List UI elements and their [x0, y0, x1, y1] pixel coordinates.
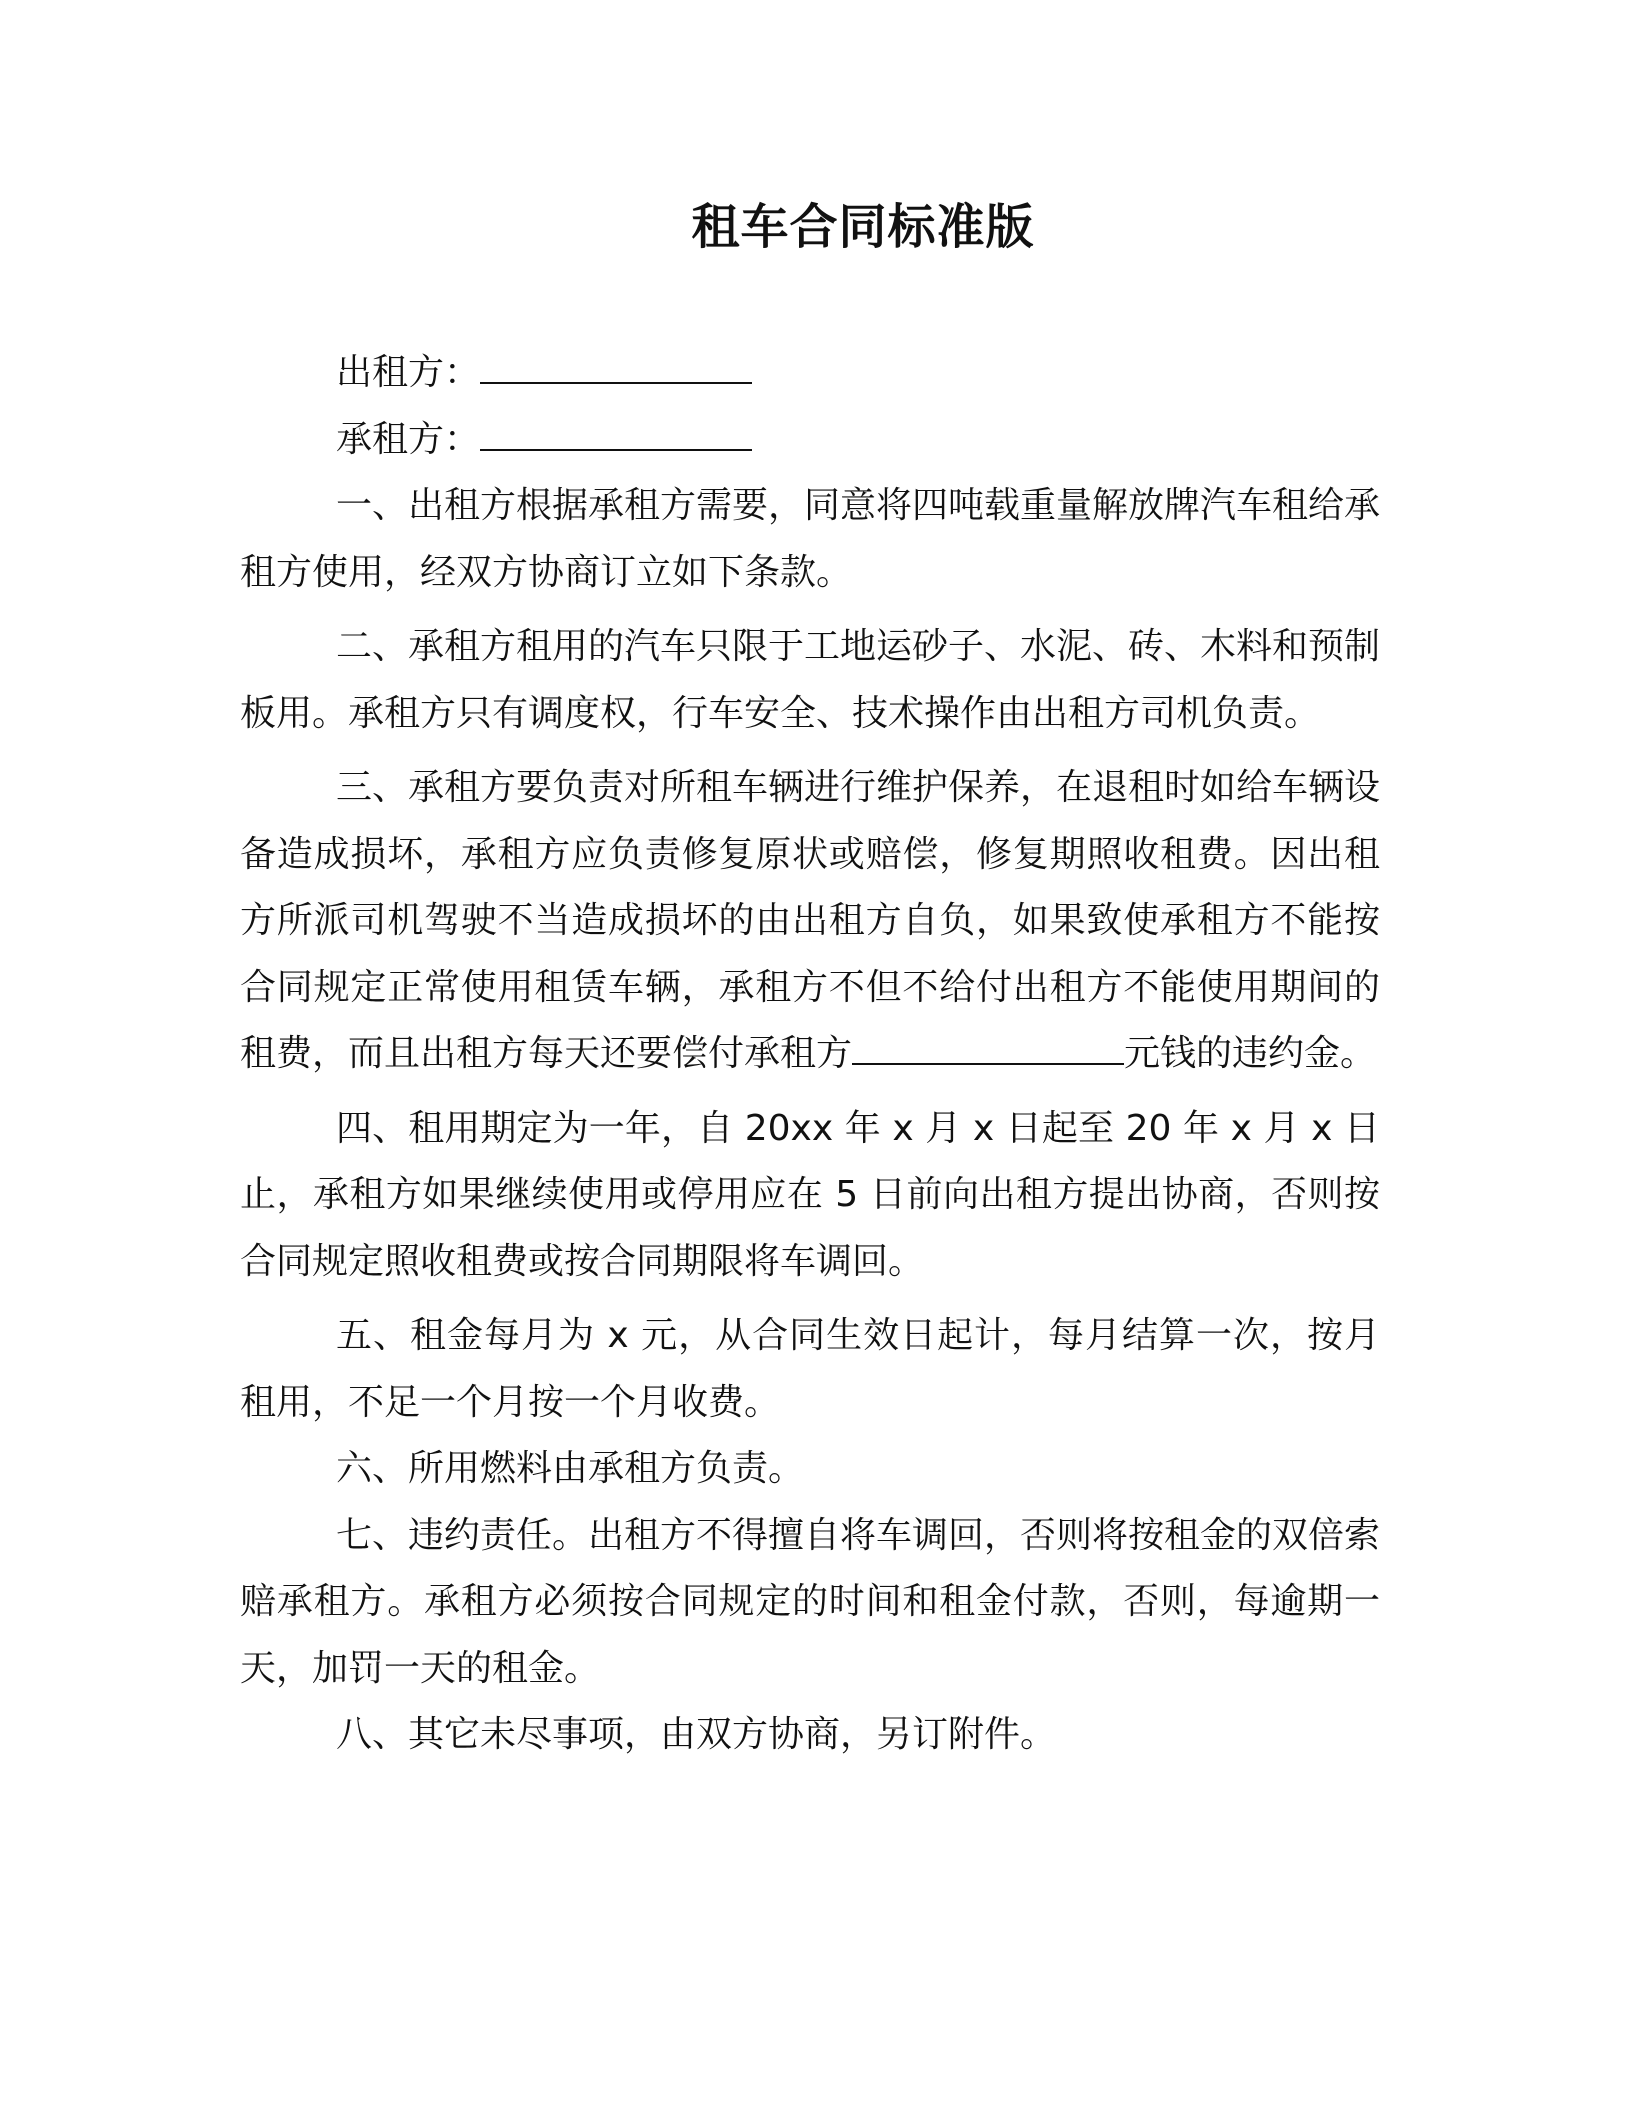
clause-3-tail: 元钱的违约金。	[1124, 1033, 1377, 1074]
lessor-row	[240, 340, 1380, 407]
clause-4: 四、租用期定为一年，自 20xx 年 x 月 x 日起至 20 年 x 月 x 日止，承租方如果继续使用或停用应在 5 日前向出租方提出协商，否则按合同规定照收租费或按合同期限将车调回。	[240, 1107, 1380, 1282]
clause-1: 一、出租方根据承租方需要，同意将四吨载重量解放牌汽车租给承租方使用，经双方协商订立如下条款。	[240, 485, 1381, 593]
clause-3	[240, 755, 1380, 1088]
penalty-amount-blank	[852, 1025, 1124, 1065]
lessor-blank	[480, 344, 752, 384]
lessee-label: 承租方：	[336, 418, 481, 460]
clause-7: 七、违约责任。出租方不得擅自将车调回，否则将按租金的双倍索赔承租方。承租方必须按合同规定的时间和租金付款，否则，每逾期一天，加罚一天的租金。	[240, 1514, 1381, 1689]
clause-6: 六、所用燃料由承租方负责。	[336, 1448, 805, 1489]
clause-2: 二、承租方租用的汽车只限于工地运砂子、水泥、砖、木料和预制板用。承租方只有调度权，行车安全、技术操作由出租方司机负责。	[240, 626, 1381, 734]
document-body	[240, 340, 1380, 1769]
lessee-blank	[480, 411, 752, 451]
lessee-row	[240, 407, 1380, 474]
clause-3-text: 三、承租方要负责对所租车辆进行维护保养，在退租时如给车辆设备造成损坏，承租方应负责修复原状或赔偿，修复期照收租费。因出租方所派司机驾驶不当造成损坏的由出租方自负，如果致使承租方不能按合同规定正常使用租赁车辆，承租方不但不给付出租方不能使用期间的租费，而且出租方每天还要偿付承租方	[240, 767, 1381, 1074]
clause-8: 八、其它未尽事项，由双方协商，另订附件。	[336, 1714, 1057, 1755]
lessor-label: 出租方：	[336, 352, 481, 393]
document-title: 租车合同标准版	[691, 199, 1035, 255]
clause-5: 五、租金每月为 x 元，从合同生效日起计，每月结算一次，按月租用，不足一个月按一个月收费。	[240, 1315, 1380, 1423]
